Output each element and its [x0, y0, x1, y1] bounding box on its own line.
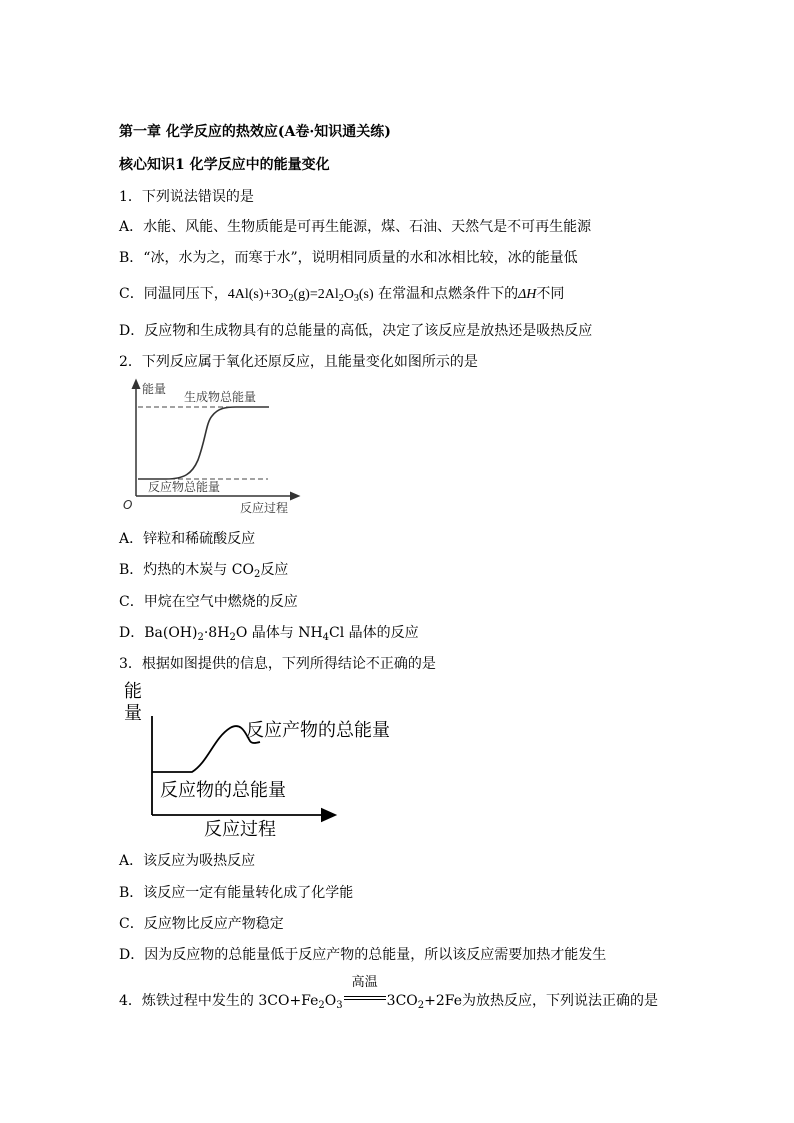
- q2-y-label: 能量: [142, 382, 167, 396]
- eq-subscript: 3: [353, 293, 359, 304]
- text-part: 3CO: [386, 993, 418, 1009]
- subscript: 2: [417, 1000, 425, 1011]
- subscript: 2: [229, 632, 236, 643]
- q2-stem: 2．下列反应属于氧化还原反应，且能量变化如图所示的是: [119, 354, 478, 370]
- q3-energy-diagram: [118, 680, 418, 842]
- q3-product-label: 反应产物的总能量: [246, 720, 390, 741]
- q3-option-a: A．该反应为吸热反应: [119, 853, 256, 869]
- q3-y-label-2: 量: [124, 703, 142, 724]
- q2-product-label: 生成物总能量: [184, 390, 257, 404]
- q1-c-delta-h: ΔH: [518, 287, 537, 302]
- q1-c-mid: 在常温和点燃条件下的: [373, 286, 519, 302]
- eq-subscript: 2: [338, 293, 344, 304]
- q3-option-b: B．该反应一定有能量转化成了化学能: [119, 885, 354, 901]
- text-part: ·8H: [203, 625, 230, 641]
- q3-energy-curve: [152, 726, 260, 772]
- subscript: 4: [322, 632, 330, 643]
- eq-subscript: 2: [288, 293, 294, 304]
- q2-origin-label: O: [123, 498, 133, 512]
- text-part: Cl 晶体的反应: [329, 625, 419, 641]
- text-part: O: [324, 993, 337, 1009]
- eq-part: (g)=2Al: [293, 287, 339, 302]
- text-part: B．灼热的木炭与 CO: [119, 562, 254, 578]
- text-part: D．Ba(OH): [119, 625, 198, 641]
- q2-reactant-label: 反应物总能量: [148, 480, 221, 494]
- q2-x-label: 反应过程: [240, 501, 289, 515]
- q1-option-a: A．水能、风能、生物质能是可再生能源，煤、石油、天然气是不可再生能源: [119, 219, 592, 235]
- q2-energy-curve: [138, 407, 269, 479]
- q1-c-suffix: 不同: [536, 286, 565, 302]
- text-part: 为放热反应，下列说法正确的是: [462, 993, 659, 1009]
- q3-reactant-label: 反应物的总能量: [160, 780, 286, 801]
- subscript: 2: [253, 569, 261, 580]
- q3-option-c: C．反应物比反应产物稳定: [119, 916, 284, 932]
- reaction-condition: 高温: [351, 975, 378, 990]
- text-part: 4．炼铁过程中发生的 3CO+Fe: [119, 993, 319, 1009]
- q1-option-b: B．“冰，水为之，而寒于水”，说明相同质量的水和冰相比较，冰的能量低: [119, 250, 578, 266]
- q2-option-c: C．甲烷在空气中燃烧的反应: [119, 594, 298, 610]
- section-title: 核心知识1 化学反应中的能量变化: [119, 157, 330, 173]
- eq-part: (s): [358, 287, 374, 302]
- eq-part: 4Al(s)+3O: [227, 287, 289, 302]
- reaction-condition-arrow: [344, 975, 386, 1010]
- double-bar: [344, 996, 386, 1000]
- text-part: 反应: [260, 562, 289, 578]
- q1-option-d: D．反应物和生成物具有的总能量的高低，决定了该反应是放热还是吸热反应: [119, 323, 593, 339]
- q4-stem: [119, 975, 659, 1015]
- q1-c-prefix: C．同温同压下，: [119, 286, 228, 302]
- eq-part: O: [343, 287, 354, 302]
- q3-option-d: D．因为反应物的总能量低于反应产物的总能量，所以该反应需要加热才能发生: [119, 947, 607, 963]
- chapter-title: 第一章 化学反应的热效应(A卷·知识通关练): [119, 124, 391, 140]
- q2-energy-diagram: [118, 378, 303, 518]
- q3-stem: 3．根据如图提供的信息，下列所得结论不正确的是: [119, 656, 436, 672]
- q2-option-b: [119, 561, 288, 584]
- subscript: 2: [318, 1000, 325, 1011]
- text-part: +2Fe: [424, 993, 463, 1009]
- q2-option-a: A．锌粒和稀硫酸反应: [119, 531, 256, 547]
- subscript: 2: [197, 632, 204, 643]
- q2-option-d: [119, 624, 419, 647]
- q3-x-label: 反应过程: [204, 819, 276, 840]
- text-part: O 晶体与 NH: [235, 625, 323, 641]
- subscript: 3: [336, 1000, 343, 1011]
- q1-option-c: [119, 285, 564, 308]
- q1-stem: 1．下列说法错误的是: [119, 189, 254, 205]
- q1-c-equation: [228, 287, 374, 302]
- q3-y-label-1: 能: [124, 681, 142, 702]
